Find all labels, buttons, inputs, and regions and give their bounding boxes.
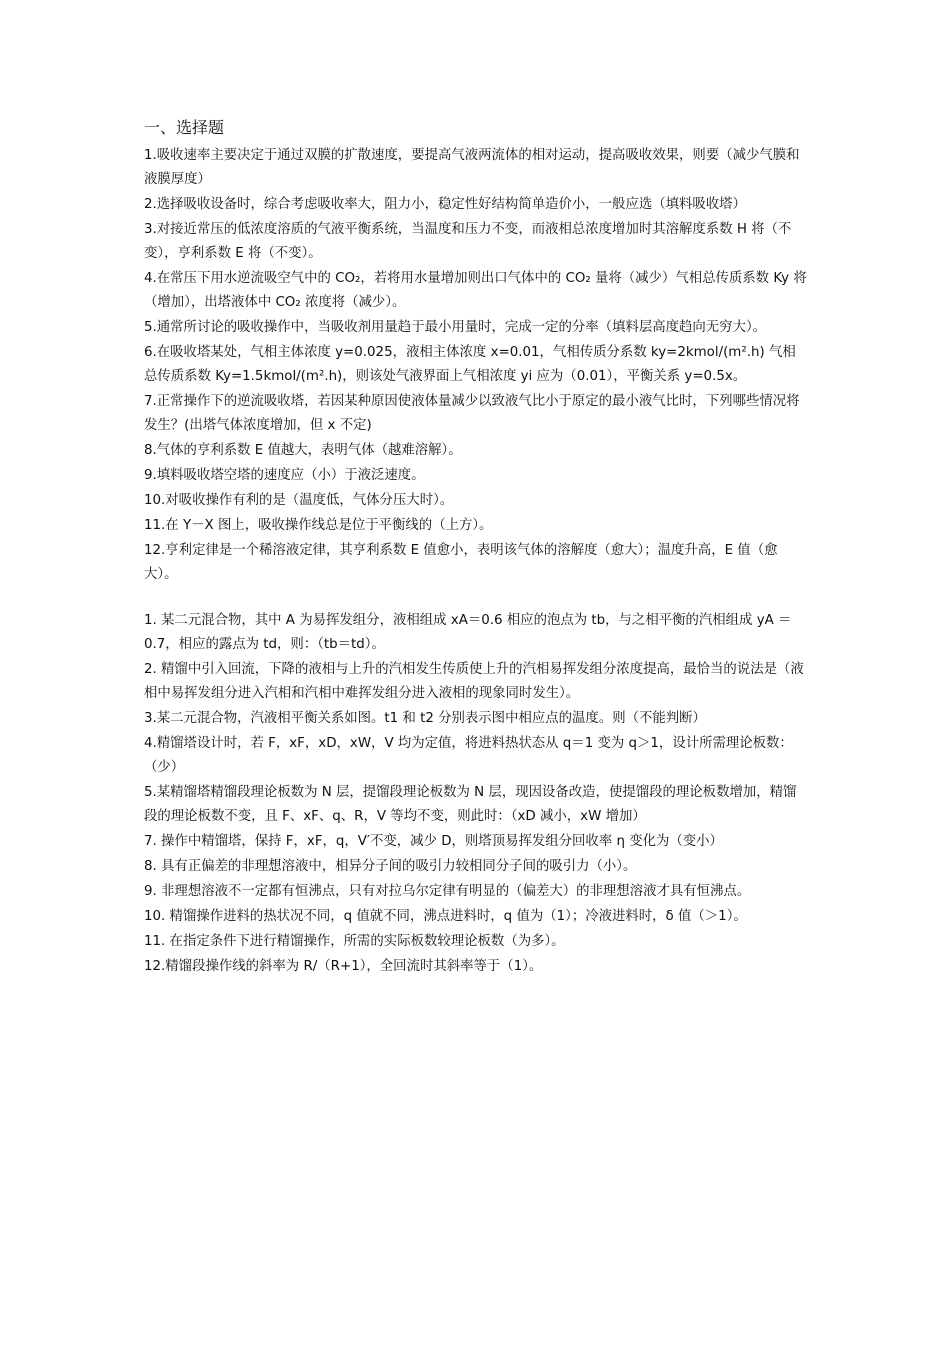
question-item: 4.在常压下用水逆流吸空气中的 CO₂，若将用水量增加则出口气体中的 CO₂ 量将（减少）气相总传质系数 Ky 将（增加），出塔液体中 CO₂ 浓度将（减少）。 — [144, 271, 807, 310]
question-item: 10.对吸收操作有利的是（温度低，气体分压大时）。 — [144, 493, 454, 508]
question-item: 11.在 Y－X 图上，吸收操作线总是位于平衡线的（上方）。 — [144, 518, 493, 533]
question-item: 9.填料吸收塔空塔的速度应（小）于液泛速度。 — [144, 468, 425, 483]
question-item: 12.精馏段操作线的斜率为 R/（R+1），全回流时其斜率等于（1）。 — [144, 959, 543, 974]
question-item: 1. 某二元混合物，其中 A 为易挥发组分，液相组成 xA＝0.6 相应的泡点为 tb，与之相平衡的汽相组成 yA ＝0.7，相应的露点为 td，则：（tb＝td）。 — [144, 613, 792, 652]
question-item: 11. 在指定条件下进行精馏操作，所需的实际板数较理论板数（为多）。 — [144, 934, 565, 949]
question-item: 3.对接近常压的低浓度溶质的气液平衡系统，当温度和压力不变，而液相总浓度增加时其溶解度系数 H 将（不变），亨利系数 E 将（不变）。 — [144, 222, 792, 261]
distillation-question-list — [144, 609, 808, 979]
question-item: 7.正常操作下的逆流吸收塔，若因某种原因使液体量减少以致液气比小于原定的最小液气比时，下列哪些情况将发生？(出塔气体浓度增加，但 x 不定) — [144, 394, 800, 433]
absorption-question-list — [144, 144, 808, 587]
question-item: 12.亨利定律是一个稀溶液定律，其亨利系数 E 值愈小，表明该气体的溶解度（愈大）；温度升高，E 值（愈大）。 — [144, 543, 778, 582]
question-item: 7. 操作中精馏塔，保持 F，xF，q，V′不变，减少 D，则塔顶易挥发组分回收率 η 变化为（变小） — [144, 834, 723, 849]
question-item: 3.某二元混合物，汽液相平衡关系如图。t1 和 t2 分别表示图中相应点的温度。则（不能判断） — [144, 711, 706, 726]
question-item: 10. 精馏操作进料的热状况不同，q 值就不同，沸点进料时，q 值为（1）；冷液进料时，δ 值（＞1）。 — [144, 909, 747, 924]
question-item: 4.精馏塔设计时，若 F，xF，xD，xW，V 均为定值，将进料热状态从 q＝1 变为 q＞1，设计所需理论板数：（少） — [144, 736, 793, 775]
question-item: 1.吸收速率主要决定于通过双膜的扩散速度，要提高气液两流体的相对运动，提高吸收效果，则要（减少气膜和液膜厚度） — [144, 148, 800, 187]
question-item: 8.气体的亨利系数 E 值越大，表明气体（越难溶解）。 — [144, 443, 462, 458]
question-item: 5.通常所讨论的吸收操作中，当吸收剂用量趋于最小用量时，完成一定的分率（填料层高度趋向无穷大）。 — [144, 320, 767, 335]
question-item: 2.选择吸收设备时，综合考虑吸收率大，阻力小，稳定性好结构简单造价小，一般应选（填料吸收塔） — [144, 197, 746, 212]
question-item: 6.在吸收塔某处，气相主体浓度 y=0.025，液相主体浓度 x=0.01，气相传质分系数 ky=2kmol/(m².h) 气相总传质系数 Ky=1.5kmol/(m².h)，则该处气液界面上气相浓度 yi 应为（0.01），平衡关系 y=0.5x。 — [144, 345, 796, 384]
section-heading: 一、选择题 — [144, 118, 225, 137]
document-page — [144, 118, 808, 979]
question-item: 8. 具有正偏差的非理想溶液中，相异分子间的吸引力较相同分子间的吸引力（小）。 — [144, 859, 637, 874]
question-item: 5.某精馏塔精馏段理论板数为 N 层，提馏段理论板数为 N 层，现因设备改造，使提馏段的理论板数增加，精馏段的理论板数不变，且 F、xF、q、R，V 等均不变，则此时：（xD 减小，xW 增加） — [144, 785, 797, 824]
section-spacer — [144, 587, 808, 609]
question-item: 9. 非理想溶液不一定都有恒沸点，只有对拉乌尔定律有明显的（偏差大）的非理想溶液才具有恒沸点。 — [144, 884, 751, 899]
question-item: 2. 精馏中引入回流，下降的液相与上升的汽相发生传质使上升的汽相易挥发组分浓度提高，最恰当的说法是（液相中易挥发组分进入汽相和汽相中难挥发组分进入液相的现象同时发生）。 — [144, 662, 804, 701]
